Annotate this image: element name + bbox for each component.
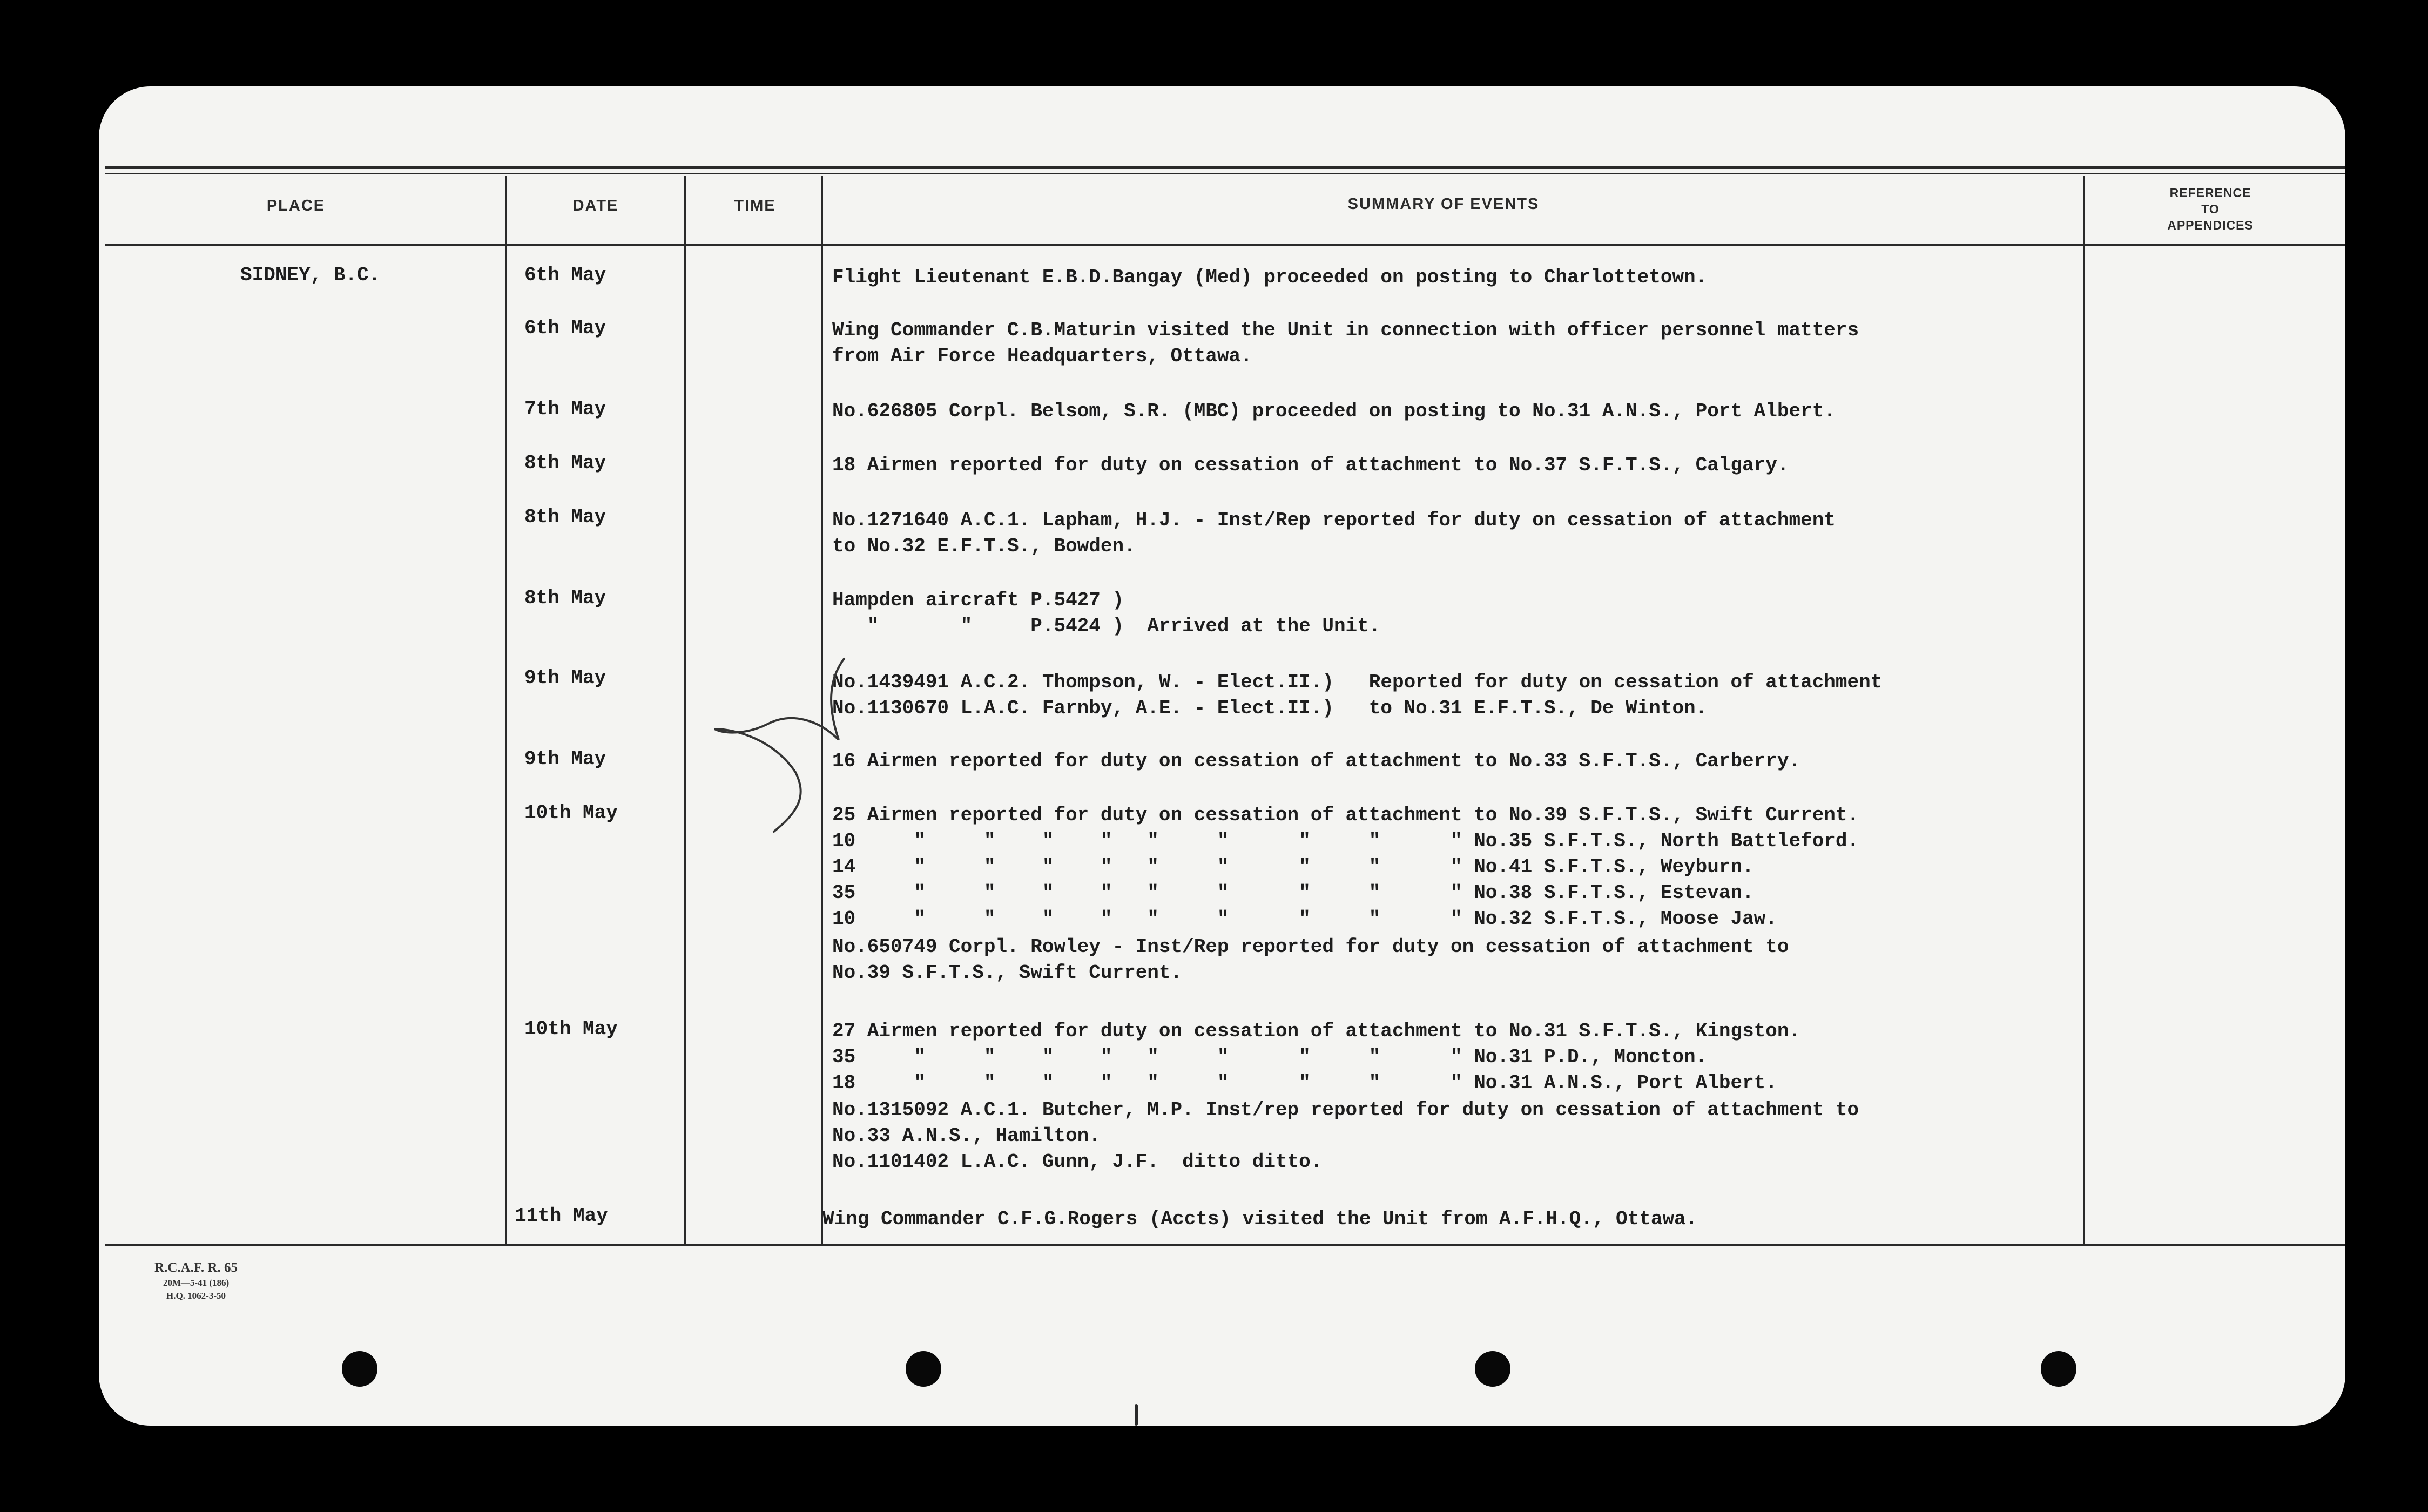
entry-line: No.1101402 L.A.C. Gunn, J.F. ditto ditto. <box>832 1151 1323 1173</box>
entry-date: 10th May <box>524 1018 618 1040</box>
punch-hole <box>2041 1351 2076 1387</box>
entry-line: 14 " " " " " " " " " No.41 S.F.T.S., Weyburn. <box>832 856 1754 878</box>
entry-line: 25 Airmen reported for duty on cessation of attachment to No.39 S.F.T.S., Swift Current. <box>832 804 1859 826</box>
handwritten-mark <box>693 648 855 902</box>
entry-line: 35 " " " " " " " " " No.38 S.F.T.S., Estevan. <box>832 882 1754 904</box>
entry-line: 35 " " " " " " " " " No.31 P.D., Moncton. <box>832 1046 1708 1068</box>
entry-line: 16 Airmen reported for duty on cessation of attachment to No.33 S.F.T.S., Carberry. <box>832 750 1801 772</box>
header-reference-line2: TO <box>2201 202 2220 216</box>
entry-date: 6th May <box>524 264 606 286</box>
entry-line: No.650749 Corpl. Rowley - Inst/Rep reported for duty on cessation of attachment to <box>832 936 1789 958</box>
record-form <box>99 86 2345 1426</box>
top-rule-inner <box>105 173 2345 174</box>
entry-line: No.1315092 A.C.1. Butcher, M.P. Inst/rep reported for duty on cessation of attachment to <box>832 1099 1859 1121</box>
entry-line: 18 " " " " " " " " " No.31 A.N.S., Port Albert. <box>832 1072 1777 1094</box>
entry-line: Flight Lieutenant E.B.D.Bangay (Med) proceeded on posting to Charlottetown. <box>832 266 1708 288</box>
header-place: PLACE <box>266 197 326 214</box>
entry-line: 10 " " " " " " " " " No.32 S.F.T.S., Moose Jaw. <box>832 908 1777 930</box>
entry-date: 9th May <box>524 667 606 689</box>
header-reference <box>2129 185 2291 233</box>
header-rule <box>105 244 2345 246</box>
entry-line: from Air Force Headquarters, Ottawa. <box>832 345 1252 367</box>
header-date: DATE <box>572 197 619 214</box>
entry-line: No.626805 Corpl. Belsom, S.R. (MBC) proceeded on posting to No.31 A.N.S., Port Albert. <box>832 400 1836 422</box>
entry-date: 7th May <box>524 398 606 420</box>
header-reference-line3: APPENDICES <box>2167 218 2254 232</box>
punch-hole <box>1475 1351 1510 1387</box>
entry-date: 9th May <box>524 748 606 770</box>
entry-line: 27 Airmen reported for duty on cessation of attachment to No.31 S.F.T.S., Kingston. <box>832 1020 1801 1042</box>
entry-date: 8th May <box>524 452 606 474</box>
entry-line: Wing Commander C.F.G.Rogers (Accts) visited the Unit from A.F.H.Q., Ottawa. <box>822 1208 1698 1230</box>
entry-line: No.33 A.N.S., Hamilton. <box>832 1125 1101 1147</box>
top-rule <box>105 166 2345 169</box>
punch-hole <box>342 1351 377 1387</box>
bottom-tick <box>1135 1404 1138 1426</box>
bottom-rule <box>105 1244 2345 1246</box>
entry-line: " " P.5424 ) Arrived at the Unit. <box>832 615 1381 637</box>
header-time: TIME <box>734 197 776 214</box>
entry-line: No.39 S.F.T.S., Swift Current. <box>832 962 1183 984</box>
entry-line: No.1130670 L.A.C. Farnby, A.E. - Elect.II.) to No.31 E.F.T.S., De Winton. <box>832 697 1708 719</box>
entry-date: 8th May <box>524 587 606 609</box>
header-summary: SUMMARY OF EVENTS <box>1347 195 1540 213</box>
header-reference-line1: REFERENCE <box>2169 186 2251 200</box>
entry-line: Hampden aircraft P.5427 ) <box>832 589 1124 611</box>
entry-line: 18 Airmen reported for duty on cessation of attachment to No.37 S.F.T.S., Calgary. <box>832 454 1789 476</box>
entry-date: 6th May <box>524 317 606 339</box>
entry-line: to No.32 E.F.T.S., Bowden. <box>832 535 1136 557</box>
entry-line: No.1271640 A.C.1. Lapham, H.J. - Inst/Rep reported for duty on cessation of attachment <box>832 509 1836 531</box>
entry-line: Wing Commander C.B.Maturin visited the Unit in connection with officer personnel matters <box>832 319 1859 341</box>
col-rule-reference-left <box>2083 176 2085 1245</box>
place-value: SIDNEY, B.C. <box>240 264 381 286</box>
entry-date: 11th May <box>515 1205 608 1227</box>
form-code-line2: 20M—5-41 (186) <box>163 1278 230 1288</box>
form-code-line1: R.C.A.F. R. 65 <box>154 1260 238 1275</box>
entry-line: No.1439491 A.C.2. Thompson, W. - Elect.II.) Reported for duty on cessation of attachment <box>832 671 1883 693</box>
form-code <box>126 1259 266 1302</box>
entry-date: 8th May <box>524 506 606 528</box>
form-code-line3: H.Q. 1062-3-50 <box>166 1291 226 1301</box>
col-rule-date-left <box>505 176 507 1245</box>
entry-line: 10 " " " " " " " " " No.35 S.F.T.S., North Battleford. <box>832 830 1859 852</box>
punch-hole <box>906 1351 941 1387</box>
col-rule-time-left <box>684 176 686 1245</box>
entry-date: 10th May <box>524 802 618 824</box>
